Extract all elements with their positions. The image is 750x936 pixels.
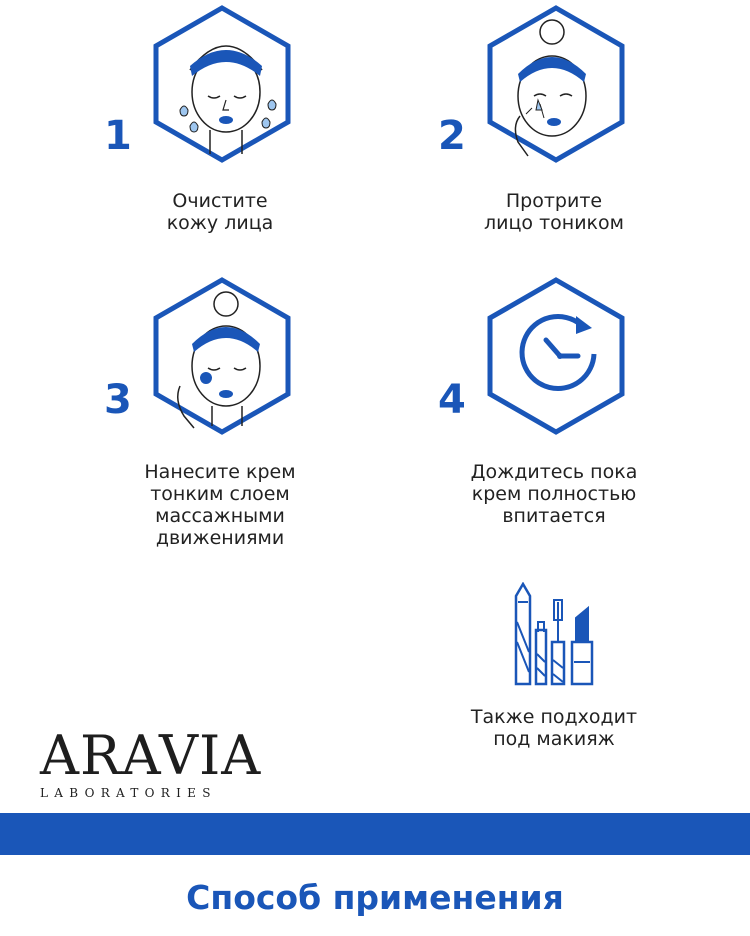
step-number: 2 xyxy=(438,113,466,159)
step-number: 3 xyxy=(104,377,132,423)
brand-sub: LABORATORIES xyxy=(40,786,217,800)
step-caption: Дождитесь пока крем полностью впитается xyxy=(470,461,638,527)
step-number: 1 xyxy=(104,113,132,159)
face-cream-icon xyxy=(150,276,300,444)
face-cleansing-icon xyxy=(150,4,300,172)
step-caption: Нанесите крем тонким слоем массажными движениями xyxy=(144,461,296,549)
brand-name: ARAVIA xyxy=(40,724,262,787)
footer-title: Способ применения xyxy=(186,878,564,917)
blue-band xyxy=(0,813,750,855)
step-number: 4 xyxy=(438,377,466,423)
makeup-icon xyxy=(506,582,606,690)
clock-icon xyxy=(484,276,634,444)
step-caption: Очистите кожу лица xyxy=(166,190,274,234)
step-caption: Протрите лицо тоником xyxy=(484,190,624,234)
makeup-caption: Также подходит под макияж xyxy=(470,706,638,750)
brand-logo xyxy=(40,724,262,800)
face-toner-icon xyxy=(484,4,634,172)
